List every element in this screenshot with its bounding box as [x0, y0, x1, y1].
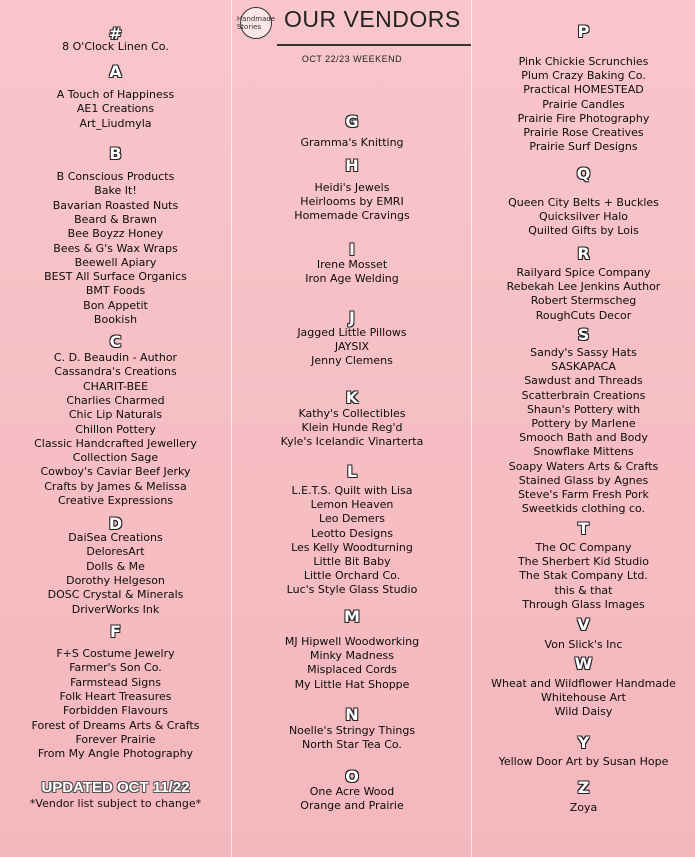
- vendor-name: Snowflake Mittens: [533, 445, 634, 459]
- vendor-name: DaiSea Creations: [68, 531, 163, 544]
- vendor-name: RoughCuts Decor: [535, 308, 632, 322]
- header-divider: [277, 44, 471, 46]
- section-letter: Y: [577, 733, 590, 752]
- vendor-name: Bon Appetit: [83, 298, 148, 312]
- vendor-name: Pink Chickie Scrunchies: [518, 55, 649, 68]
- vendor-name: Prairie Surf Designs: [529, 140, 638, 154]
- vendor-name: Classic Handcrafted Jewellery: [34, 436, 197, 450]
- vendor-name: Noelle's Stringy Things: [288, 724, 416, 737]
- section-letter: J: [349, 308, 355, 327]
- vendor-name: Farmer's Son Co.: [69, 661, 162, 675]
- vendor-name: Sweetkids clothing co.: [521, 502, 646, 516]
- section-letter: D: [108, 514, 123, 533]
- section-letter: L: [346, 462, 358, 481]
- section-letter: G: [345, 112, 359, 131]
- vendor-name: Folk Heart Treasures: [59, 689, 172, 703]
- vendor-name: Minky Madness: [310, 649, 394, 663]
- vendor-name: Beewell Apiary: [74, 255, 157, 269]
- vendor-name: 8 O'Clock Linen Co.: [62, 40, 169, 53]
- section-letter: O: [345, 767, 359, 786]
- brand-logo-text: Handmade Stories: [236, 15, 276, 31]
- vendor-name: Heirlooms by EMRI: [300, 195, 404, 209]
- vendor-name: The OC Company: [535, 541, 632, 554]
- vendor-name: Forever Prairie: [75, 732, 156, 746]
- vendor-name: Dolls & Me: [86, 559, 145, 573]
- vendor-name: L.E.T.S. Quilt with Lisa: [291, 484, 413, 497]
- vendor-name: Leotto Designs: [311, 526, 393, 540]
- vendor-name: Practical HOMESTEAD: [523, 83, 644, 97]
- vendor-name: Lemon Heaven: [310, 498, 394, 512]
- disclaimer-note: *Vendor list subject to change*: [29, 797, 202, 810]
- vendor-name: Chic Lip Naturals: [68, 408, 163, 422]
- vendor-name: this & that: [554, 583, 613, 597]
- vendor-name: Zoya: [569, 801, 598, 814]
- section-letter: K: [345, 388, 359, 407]
- vendor-name: Misplaced Cords: [307, 663, 397, 677]
- section-letter: F: [110, 622, 121, 641]
- vendor-name: Prairie Fire Photography: [517, 111, 650, 125]
- vendor-name: One Acre Wood: [309, 785, 395, 798]
- section-letter: #: [108, 24, 123, 43]
- vendor-name: Bee Boyzz Honey: [67, 227, 164, 241]
- vendor-name: Luc's Style Glass Studio: [286, 583, 418, 597]
- vendor-name: Robert Stermscheg: [530, 294, 637, 308]
- vendor-name: Bavarian Roasted Nuts: [52, 198, 179, 212]
- vendor-name: C. D. Beaudin - Author: [53, 351, 178, 364]
- vendor-name: Shaun's Pottery with: [526, 402, 641, 416]
- vendor-name: DriverWorks Ink: [71, 602, 160, 616]
- vendor-name: Pottery by Marlene: [531, 417, 636, 430]
- vendor-name: Railyard Spice Company: [516, 266, 651, 279]
- vendor-name: A Touch of Happiness: [56, 88, 175, 101]
- vendor-name: DOSC Crystal & Minerals: [47, 588, 184, 602]
- vendor-name: Farmstead Signs: [70, 675, 161, 689]
- vendor-name: Kathy's Collectibles: [298, 407, 406, 420]
- vendor-name: Kyle's Icelandic Vinarterta: [280, 435, 424, 449]
- vendor-name: JAYSIX: [334, 340, 370, 354]
- vendor-name: Stained Glass by Agnes: [518, 473, 649, 487]
- vendor-name: Art_Liudmyla: [79, 116, 152, 130]
- vendor-name: My Little Hat Shoppe: [294, 677, 410, 691]
- vendor-name: Collection Sage: [72, 451, 159, 465]
- vendor-name: Bake It!: [94, 184, 137, 198]
- vendor-name: Scatterbrain Creations: [521, 388, 646, 402]
- vendor-name: SASKAPACA: [551, 360, 616, 374]
- vendor-name: BMT Foods: [85, 284, 146, 298]
- vendor-name: AE1 Creations: [76, 102, 155, 116]
- section-letter: T: [578, 519, 589, 538]
- vendor-name: Von Slick's Inc: [544, 638, 623, 651]
- vendor-name: Wild Daisy: [554, 705, 613, 719]
- vendor-name: Sandy's Sassy Hats: [530, 346, 637, 359]
- vendor-name: B Conscious Products: [56, 170, 175, 183]
- section-letter: C: [109, 332, 122, 351]
- vendor-name: Quicksilver Halo: [538, 210, 629, 224]
- vendor-name: BEST All Surface Organics: [44, 270, 187, 284]
- section-letter: I: [349, 240, 355, 259]
- vendor-name: DeloresArt: [86, 545, 145, 559]
- vendor-name: Heidi's Jewels: [314, 181, 390, 194]
- vendor-name: Queen City Belts + Buckles: [508, 196, 659, 209]
- vendor-name: From My Angle Photography: [37, 747, 194, 761]
- section-letter: S: [577, 325, 590, 344]
- vendor-name: Soapy Waters Arts & Crafts: [508, 459, 659, 473]
- vendor-name: Beard & Brawn: [74, 212, 157, 226]
- vendor-name: Rebekah Lee Jenkins Author: [506, 280, 661, 294]
- vendor-name: F+S Costume Jewelry: [56, 647, 175, 660]
- vendor-name: Homemade Cravings: [294, 209, 410, 223]
- vendor-name: Bees & G's Wax Wraps: [53, 241, 178, 255]
- vendor-name: Iron Age Welding: [305, 272, 399, 286]
- vendor-name: Forest of Dreams Arts & Crafts: [31, 718, 200, 732]
- vendor-name: Prairie Rose Creatives: [523, 126, 644, 139]
- section-letter: A: [109, 62, 122, 81]
- section-letter: Q: [576, 164, 591, 183]
- vendor-name: Prairie Candles: [542, 97, 625, 111]
- vendor-name: Sawdust and Threads: [524, 374, 643, 388]
- section-letter: P: [577, 22, 590, 41]
- vendor-name: Yellow Door Art by Susan Hope: [498, 755, 669, 768]
- vendor-name: Smooch Bath and Body: [519, 431, 648, 445]
- vendor-name: Cowboy's Caviar Beef Jerky: [40, 465, 191, 479]
- section-letter: M: [344, 607, 360, 626]
- section-letter: R: [577, 244, 590, 263]
- vendor-name: Wheat and Wildflower Handmade: [491, 677, 676, 690]
- vendor-name: MJ Hipwell Woodworking: [284, 635, 420, 648]
- vendor-name: Irene Mosset: [316, 258, 388, 271]
- vendor-name: Dorothy Helgeson: [66, 573, 165, 587]
- vendor-name: Crafts by James & Melissa: [44, 479, 187, 493]
- vendor-name: Jagged Little Pillows: [297, 326, 407, 339]
- vendor-name: The Sherbert Kid Studio: [517, 555, 650, 569]
- vendor-name: CHARIT-BEE: [82, 379, 149, 393]
- vendor-name: Les Kelly Woodturning: [291, 540, 413, 554]
- vendor-name: Plum Crazy Baking Co.: [521, 69, 646, 83]
- page-subtitle: OCT 22/23 WEEKEND: [301, 54, 403, 64]
- vendor-name: Klein Hunde Reg'd: [301, 421, 403, 435]
- vendor-name: Gramma's Knitting: [300, 136, 404, 149]
- vendor-name: Little Bit Baby: [313, 555, 391, 568]
- vendor-name: Jenny Clemens: [311, 354, 393, 368]
- vendor-name: Charlies Charmed: [66, 393, 165, 407]
- vendor-name: Steve's Farm Fresh Pork: [518, 488, 649, 501]
- vendor-name: Bookish: [93, 313, 138, 326]
- vendor-name: Leo Demers: [319, 512, 385, 526]
- section-letter: W: [574, 654, 593, 673]
- vendor-name: Whitehouse Art: [540, 691, 626, 705]
- vendor-name: Chillon Pottery: [75, 422, 156, 436]
- section-letter: N: [345, 705, 359, 724]
- vendor-name: Orange and Prairie: [300, 799, 404, 813]
- section-letter: V: [577, 615, 590, 634]
- brand-logo: [236, 7, 276, 39]
- page-title: OUR VENDORS: [284, 6, 461, 32]
- section-letter: H: [345, 156, 359, 175]
- vendor-name: North Star Tea Co.: [302, 738, 402, 752]
- vendor-name: Creative Expressions: [57, 494, 174, 507]
- vendor-name: Forbidden Flavours: [62, 704, 168, 718]
- section-letter: Z: [577, 778, 590, 797]
- vendor-name: Through Glass Images: [522, 597, 645, 611]
- section-letter: B: [109, 144, 122, 163]
- vendor-name: Quilted Gifts by Lois: [528, 224, 639, 238]
- updated-date: UPDATED OCT 11/22: [41, 779, 190, 796]
- vendor-name: Cassandra's Creations: [54, 365, 177, 379]
- vendor-name: Little Orchard Co.: [303, 569, 401, 583]
- vendor-name: The Stak Company Ltd.: [519, 569, 648, 583]
